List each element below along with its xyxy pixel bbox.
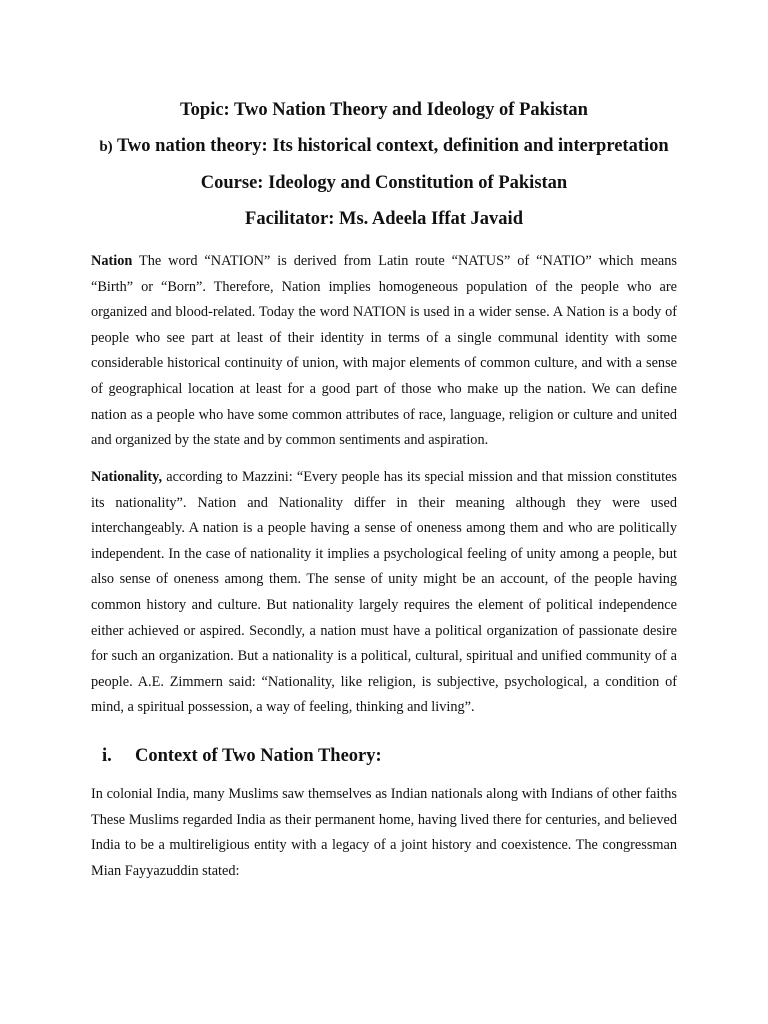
section-title: Context of Two Nation Theory: [135,746,382,766]
subtopic-title: Two nation theory: Its historical context, definition and interpretation [116,136,669,156]
nation-term: Nation [91,253,133,269]
course-heading: Course: Ideology and Constitution of Pakistan [200,173,568,193]
colonial-india-paragraph [91,782,677,884]
subtopic-heading [0,128,768,165]
topic-heading: Topic: Two Nation Theory and Ideology of Pakistan [180,100,588,120]
context-section-heading [102,742,382,770]
nation-paragraph [91,249,677,454]
subtopic-marker: b) [99,139,113,155]
nationality-term: Nationality, [91,469,163,485]
nation-text: The word “NATION” is derived from Latin route “NATUS” of “NATIO” which means “Birth” or “Born”. Therefore, Nation implies homogeneous population of the people who are organized and blood-related. Today the word NATION is used in a wider sense. A Nation is a body of people who see part at least of their identity in terms of a single communal identity with some considerable historical continuity of union, with major elements of common culture, and with a sense of geographical location at least for a good part of those who make up the nation. We can define nation as a people who have some common attributes of race, language, religion or culture and united and organized by the state and by common sentiments and aspiration. [91,253,677,449]
colonial-text: In colonial India, many Muslims saw themselves as Indian nationals along with Indians of other faiths These Muslims regarded India as their permanent home, having lived there for centuries, and believed India to be a multireligious entity with a legacy of a joint history and coexistence. The congressman Mian Fayyazuddin stated: [91,786,677,879]
facilitator-heading: Facilitator: Ms. Adeela Iffat Javaid [245,209,523,229]
document-header [0,92,768,237]
nationality-paragraph [91,465,677,721]
section-number: i. [102,746,112,766]
nationality-text: according to Mazzini: “Every people has its special mission and that mission constitutes its nationality”. Nation and Nationality differ in their meaning although they were used interchangeably. A nation is a people having a sense of oneness among them and who are politically independent. In the case of nationality it implies a psychological feeling of unity among a people, but also sense of oneness among them. The sense of unity might be an account, of the people having common history and culture. But nationality largely requires the element of political independence either achieved or aspired. Secondly, a nation must have a political organization of passionate desire for such an organization. But a nationality is a political, cultural, spiritual and unified community of a people. A.E. Zimmern said: “Nationality, like religion, is subjective, psychological, a condition of mind, a spiritual possession, a way of feeling, thinking and living”. [91,469,677,716]
